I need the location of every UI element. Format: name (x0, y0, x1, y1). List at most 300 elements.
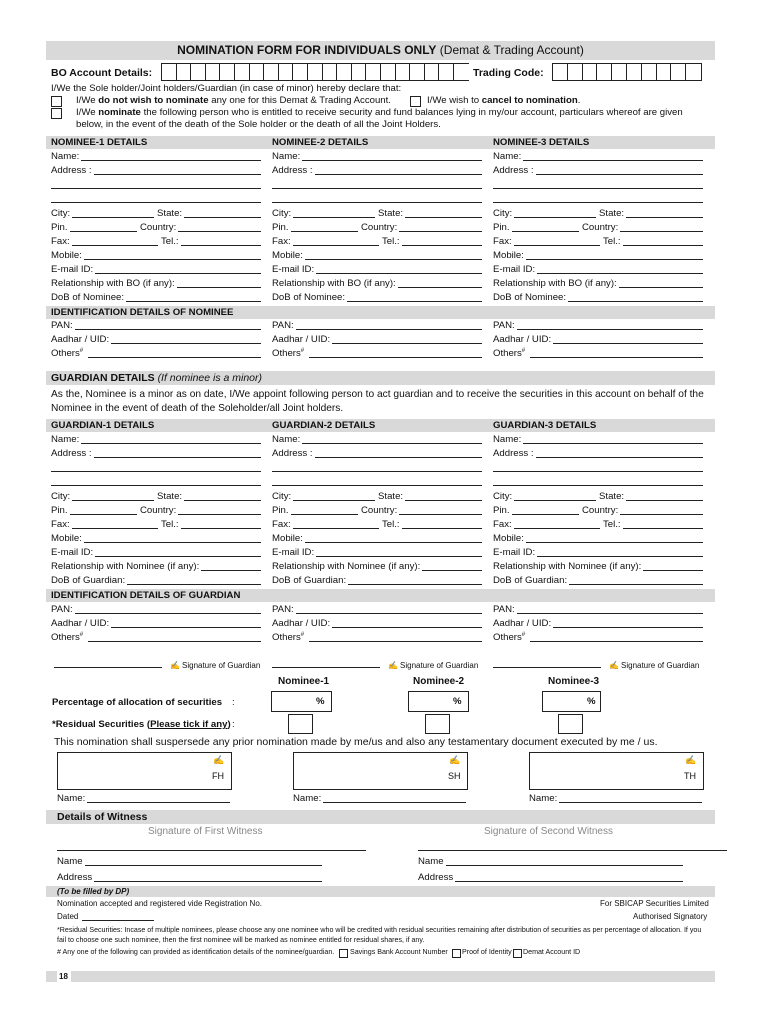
guardian-2-city-line[interactable] (293, 500, 375, 501)
guardian-3-relationship-line[interactable] (643, 570, 703, 571)
nominee-1-relationship-line[interactable] (177, 287, 261, 288)
nominee-2-city-line[interactable] (293, 217, 375, 218)
guardian-1-fax-line[interactable] (72, 528, 158, 529)
trading-box-divider (582, 63, 583, 80)
nominee-3-fax-line[interactable] (514, 245, 600, 246)
dp-note-3: # Any one of the following can provided as identification details of the nominee/guardian. (57, 948, 335, 956)
nominee-1-dob-label: DoB of Nominee: (51, 292, 125, 303)
guardian-3-email-line[interactable] (537, 556, 703, 557)
form-title: NOMINATION FORM FOR INDIVIDUALS ONLY (Demat & Trading Account) (177, 43, 584, 57)
bo-account-label: BO Account Details: (51, 67, 153, 79)
nominee-3-address-line-2[interactable] (493, 188, 703, 189)
bo-box-divider (409, 63, 410, 80)
nominee-2-others-label: Others# (272, 348, 305, 360)
guardian-2-email-line[interactable] (316, 556, 482, 557)
demat-account-checkbox[interactable] (513, 949, 522, 958)
demat-account-label: Demat Account ID (523, 948, 581, 956)
guardian-1-name-line[interactable] (81, 443, 261, 444)
residual-label: *Residual Securities (Please tick if any) (52, 719, 231, 730)
nominee-1-city-label: City: (51, 208, 71, 219)
nominee-1-address-line[interactable] (94, 174, 261, 175)
guardian-2-mobile-line[interactable] (305, 542, 482, 543)
trading-box-divider (567, 63, 568, 80)
nominee-1-fax-line[interactable] (72, 245, 158, 246)
trading-box-divider (656, 63, 657, 80)
guardian-1-aadhar-label: Aadhar / UID: (51, 618, 110, 629)
guardian-3-mobile-line[interactable] (526, 542, 703, 543)
holder-name-2-label: Name: (293, 793, 322, 804)
guardian-2-email-label: E-mail ID: (272, 547, 315, 558)
nominee-2-country-label: Country: (361, 222, 398, 233)
guardian-2-header: GUARDIAN-2 DETAILS (272, 420, 376, 431)
guardian-signature-line-3[interactable] (493, 667, 601, 668)
option-no-nominate: I/We do not wish to nominate any one for this Demat & Trading Account. (76, 95, 391, 106)
nominee-2-tel-label: Tel.: (382, 236, 400, 247)
guardian-1-others-label: Others# (51, 632, 84, 644)
bo-box-frame[interactable] (161, 63, 469, 81)
nominee-2-mobile-label: Mobile: (272, 250, 303, 261)
nominee-3-mobile-label: Mobile: (493, 250, 524, 261)
nominee-2-dob-line[interactable] (347, 301, 482, 302)
trading-code-label: Trading Code: (473, 67, 544, 79)
guardian-1-email-label: E-mail ID: (51, 547, 94, 558)
nominee-3-state-line[interactable] (626, 217, 703, 218)
dp-dated-label: Dated (57, 912, 79, 921)
nominee-3-country-label: Country: (582, 222, 619, 233)
bo-box-divider (453, 63, 454, 80)
savings-account-checkbox[interactable] (339, 949, 348, 958)
bo-box-divider (190, 63, 191, 80)
trading-box-frame[interactable] (552, 63, 702, 81)
nominee-2-header: NOMINEE-2 DETAILS (272, 137, 369, 148)
nominee-2-mobile-line[interactable] (305, 259, 482, 260)
percentage-colon: : (232, 697, 235, 708)
nominee-1-pin-label: Pin. (51, 222, 68, 233)
nominee-1-relationship-label: Relationship with BO (if any): (51, 278, 175, 289)
nominee-1-fax-label: Fax: (51, 236, 70, 247)
nominee-1-pin-line[interactable] (70, 231, 137, 232)
bo-box-divider (292, 63, 293, 80)
guardian-2-dob-label: DoB of Guardian: (272, 575, 347, 586)
residual-tick-3[interactable] (558, 714, 583, 734)
witness-2-name-label: Name (418, 856, 444, 867)
guardian-2-city-label: City: (272, 491, 292, 502)
nominate-checkbox[interactable] (51, 108, 62, 119)
supersede-text: This nomination shall suspersede any prior nomination made by me/us and also any testamentary document executed by me / us. (54, 736, 658, 748)
nominee-1-name-label: Name: (51, 151, 80, 162)
guardian-1-email-line[interactable] (95, 556, 261, 557)
guardian-2-others-label: Others# (272, 632, 305, 644)
page-number: 18 (59, 972, 68, 981)
nominee-1-city-line[interactable] (72, 217, 154, 218)
witness-2-address-line[interactable] (455, 881, 683, 882)
nominee-3-email-line[interactable] (537, 273, 703, 274)
holder-name-2-line[interactable] (323, 802, 466, 803)
nominee-3-relationship-line[interactable] (619, 287, 703, 288)
bo-box-divider (322, 63, 323, 80)
nominee-3-tel-label: Tel.: (603, 236, 621, 247)
bo-box-divider (395, 63, 396, 80)
guardian-1-name-label: Name: (51, 434, 80, 445)
proof-identity-label: Proof of Identity (462, 948, 512, 956)
guardian-3-others-line[interactable] (530, 641, 703, 642)
nominee-1-pan-line[interactable] (75, 329, 261, 330)
nominee-3-country-line[interactable] (620, 231, 703, 232)
nominee-1-address-line-3[interactable] (51, 202, 261, 203)
witness-2-name-line[interactable] (446, 865, 683, 866)
guardian-1-pin-label: Pin. (51, 505, 68, 516)
guardian-2-fax-line[interactable] (293, 528, 379, 529)
dp-authorised-signatory: Authorised Signatory (633, 912, 708, 921)
witness-header: Details of Witness (57, 811, 148, 823)
witness-1-address-line[interactable] (94, 881, 322, 882)
guardian-text-2: Nominee in the event of death of the Soleholder/all Joint holders. (51, 403, 344, 414)
holder-name-3-line[interactable] (559, 802, 702, 803)
guardian-2-pan-line[interactable] (296, 613, 482, 614)
nominee-2-state-line[interactable] (405, 217, 482, 218)
guardian-1-address-label: Address : (51, 448, 92, 459)
holder-name-1-label: Name: (57, 793, 86, 804)
nominee-1-others-line[interactable] (88, 357, 261, 358)
guardian-1-tel-line[interactable] (181, 528, 261, 529)
nominee-1-mobile-label: Mobile: (51, 250, 82, 261)
nominee-1-pan-label: PAN: (51, 320, 73, 331)
nominee-2-pin-label: Pin. (272, 222, 289, 233)
guardian-2-state-line[interactable] (405, 500, 482, 501)
hash-mark: # (300, 632, 305, 638)
nominee-1-country-label: Country: (140, 222, 177, 233)
nominee-2-relationship-line[interactable] (398, 287, 482, 288)
guardian-2-relationship-line[interactable] (422, 570, 482, 571)
guardian-signature-line-1[interactable] (54, 667, 162, 668)
holder-code-1: FH (212, 771, 224, 781)
guardian-1-relationship-label: Relationship with Nominee (if any): (51, 561, 200, 572)
nominee-3-address-label: Address : (493, 165, 534, 176)
nominee-1-email-label: E-mail ID: (51, 264, 94, 275)
guardian-2-others-line[interactable] (309, 641, 482, 642)
guardian-2-tel-line[interactable] (402, 528, 482, 529)
hash-mark: # (79, 348, 84, 354)
savings-account-label: Savings Bank Account Number (350, 948, 448, 956)
hash-mark: # (300, 348, 305, 354)
nominee-3-pin-line[interactable] (512, 231, 579, 232)
guardian-signature-line-2[interactable] (272, 667, 380, 668)
guardian-1-fax-label: Fax: (51, 519, 70, 530)
nominee-3-name-label: Name: (493, 151, 522, 162)
guardian-signature-label-3: Signature of Guardian (621, 661, 700, 670)
trading-box-divider (685, 63, 686, 80)
nominee-3-aadhar-line[interactable] (553, 343, 703, 344)
declare-text: I/We the Sole holder/Joint holders/Guardian (in case of minor) hereby declare that: (51, 83, 402, 94)
guardian-3-fax-label: Fax: (493, 519, 512, 530)
guardian-3-aadhar-label: Aadhar / UID: (493, 618, 552, 629)
guardian-1-mobile-label: Mobile: (51, 533, 82, 544)
guardian-2-aadhar-label: Aadhar / UID: (272, 618, 331, 629)
guardian-3-address-line-3[interactable] (493, 485, 703, 486)
guardian-1-aadhar-line[interactable] (111, 627, 261, 628)
nominee-3-city-label: City: (493, 208, 513, 219)
dp-note-2: fail to choose one such nominee, then the first nominee will be marked as nominee entitled for residual shares, if any. (57, 936, 425, 944)
bo-box-divider (380, 63, 381, 80)
percentage-label: Percentage of allocation of securities (52, 697, 223, 708)
guardian-1-dob-line[interactable] (127, 584, 261, 585)
option-cancel: I/We wish to cancel to nomination. (427, 95, 581, 106)
hash-mark: # (521, 632, 526, 638)
nominee-3-pan-line[interactable] (517, 329, 703, 330)
guardian-3-city-label: City: (493, 491, 513, 502)
guardian-3-email-label: E-mail ID: (493, 547, 536, 558)
nominee-1-col-label: Nominee-1 (278, 676, 330, 687)
guardian-3-relationship-label: Relationship with Nominee (if any): (493, 561, 642, 572)
nominee-3-dob-label: DoB of Nominee: (493, 292, 567, 303)
nominee-1-tel-line[interactable] (181, 245, 261, 246)
guardian-1-country-line[interactable] (178, 514, 261, 515)
residual-colon: : (232, 719, 235, 730)
guardian-1-address-line-2[interactable] (51, 471, 261, 472)
pen-icon: ✍ (170, 661, 180, 670)
nominee-3-aadhar-label: Aadhar / UID: (493, 334, 552, 345)
nominee-2-others-line[interactable] (309, 357, 482, 358)
nominee-3-state-label: State: (599, 208, 625, 219)
nominee-2-address-label: Address : (272, 165, 313, 176)
nominee-2-state-label: State: (378, 208, 404, 219)
guardian-1-pan-label: PAN: (51, 604, 73, 615)
percent-sign-1: % (316, 696, 325, 707)
nominee-3-city-line[interactable] (514, 217, 596, 218)
witness-2-signature-line[interactable] (418, 850, 727, 851)
guardian-3-pin-label: Pin. (493, 505, 510, 516)
holder-name-3-label: Name: (529, 793, 558, 804)
witness-1-name-line[interactable] (85, 865, 322, 866)
nominee-2-aadhar-line[interactable] (332, 343, 482, 344)
guardian-1-city-label: City: (51, 491, 71, 502)
nominee-2-email-line[interactable] (316, 273, 482, 274)
pen-icon: ✍ (213, 755, 225, 765)
dp-for-company: For SBICAP Securities Limited (600, 899, 709, 908)
nominee-2-email-label: E-mail ID: (272, 264, 315, 275)
guardian-3-country-label: Country: (582, 505, 619, 516)
guardian-2-state-label: State: (378, 491, 404, 502)
holder-code-2: SH (448, 771, 461, 781)
pen-icon: ✍ (449, 755, 461, 765)
nominee-3-pin-label: Pin. (493, 222, 510, 233)
bo-box-divider (365, 63, 366, 80)
cancel-nomination-checkbox[interactable] (410, 96, 421, 107)
nominee-3-relationship-label: Relationship with BO (if any): (493, 278, 617, 289)
bo-box-divider (176, 63, 177, 80)
guardian-1-mobile-line[interactable] (84, 542, 261, 543)
guardian-3-pin-line[interactable] (512, 514, 579, 515)
guardian-1-pan-line[interactable] (75, 613, 261, 614)
percent-sign-3: % (587, 696, 596, 707)
bo-box-divider (219, 63, 220, 80)
guardian-2-pin-label: Pin. (272, 505, 289, 516)
nominee-3-others-line[interactable] (530, 357, 703, 358)
guardian-3-address-line[interactable] (536, 457, 703, 458)
holder-signature-box-2[interactable] (293, 752, 468, 790)
guardian-3-pan-line[interactable] (517, 613, 703, 614)
trading-box-divider (596, 63, 597, 80)
guardian-1-city-line[interactable] (72, 500, 154, 501)
guardian-3-header: GUARDIAN-3 DETAILS (493, 420, 597, 431)
bo-box-divider (336, 63, 337, 80)
nominee-2-pan-line[interactable] (296, 329, 482, 330)
nominee-1-email-line[interactable] (95, 273, 261, 274)
nominee-1-state-label: State: (157, 208, 183, 219)
guardian-3-aadhar-line[interactable] (553, 627, 703, 628)
guardian-2-name-line[interactable] (302, 443, 482, 444)
nominee-3-mobile-line[interactable] (526, 259, 703, 260)
guardian-1-header: GUARDIAN-1 DETAILS (51, 420, 155, 431)
guardian-1-address-line[interactable] (94, 457, 261, 458)
nominee-1-name-line[interactable] (81, 160, 261, 161)
guardian-2-address-label: Address : (272, 448, 313, 459)
guardian-2-country-line[interactable] (399, 514, 482, 515)
guardian-2-address-line[interactable] (315, 457, 482, 458)
guardian-1-country-label: Country: (140, 505, 177, 516)
guardian-1-state-label: State: (157, 491, 183, 502)
guardian-3-address-label: Address : (493, 448, 534, 459)
witness-1-address-label: Address (57, 872, 93, 883)
guardian-2-mobile-label: Mobile: (272, 533, 303, 544)
witness-1-signature-line[interactable] (57, 850, 366, 851)
nominee-2-fax-line[interactable] (293, 245, 379, 246)
holder-signature-box-3[interactable] (529, 752, 704, 790)
nominee-1-country-line[interactable] (178, 231, 261, 232)
guardian-2-aadhar-line[interactable] (332, 627, 482, 628)
guardian-3-name-line[interactable] (523, 443, 703, 444)
bo-box-divider (424, 63, 425, 80)
guardian-3-tel-line[interactable] (623, 528, 703, 529)
nominee-1-aadhar-label: Aadhar / UID: (51, 334, 110, 345)
bo-box-divider (307, 63, 308, 80)
first-witness-label: Signature of First Witness (148, 826, 263, 837)
guardian-2-pan-label: PAN: (272, 604, 294, 615)
guardian-header: GUARDIAN DETAILS (If nominee is a minor) (51, 372, 263, 384)
nominee-3-address-line[interactable] (536, 174, 703, 175)
guardian-3-mobile-label: Mobile: (493, 533, 524, 544)
pen-icon: ✍ (388, 661, 398, 670)
guardian-1-pin-line[interactable] (70, 514, 137, 515)
trading-box-divider (641, 63, 642, 80)
nominee-3-name-line[interactable] (523, 160, 703, 161)
bo-box-divider (205, 63, 206, 80)
nominee-2-aadhar-label: Aadhar / UID: (272, 334, 331, 345)
nominee-2-col-label: Nominee-2 (413, 676, 465, 687)
nominee-2-pin-line[interactable] (291, 231, 358, 232)
bo-box-divider (234, 63, 235, 80)
nominee-2-address-line[interactable] (315, 174, 482, 175)
guardian-3-city-line[interactable] (514, 500, 596, 501)
guardian-3-country-line[interactable] (620, 514, 703, 515)
nominee-1-tel-label: Tel.: (161, 236, 179, 247)
guardian-2-address-line-3[interactable] (272, 485, 482, 486)
nominee-2-address-line-2[interactable] (272, 188, 482, 189)
nominee-2-name-line[interactable] (302, 160, 482, 161)
pen-icon: ✍ (685, 755, 697, 765)
guardian-2-pin-line[interactable] (291, 514, 358, 515)
second-witness-label: Signature of Second Witness (484, 826, 613, 837)
guardian-1-tel-label: Tel.: (161, 519, 179, 530)
guardian-3-name-label: Name: (493, 434, 522, 445)
dp-dated-line[interactable] (82, 920, 154, 921)
guardian-3-dob-label: DoB of Guardian: (493, 575, 568, 586)
nominee-3-address-line-3[interactable] (493, 202, 703, 203)
nominee-1-address-line-2[interactable] (51, 188, 261, 189)
bo-box-divider (278, 63, 279, 80)
guardian-1-state-line[interactable] (184, 500, 261, 501)
guardian-1-dob-label: DoB of Guardian: (51, 575, 126, 586)
nominee-1-state-line[interactable] (184, 217, 261, 218)
nominee-1-dob-line[interactable] (126, 301, 261, 302)
guardian-3-pan-label: PAN: (493, 604, 515, 615)
nominee-2-pan-label: PAN: (272, 320, 294, 331)
guardian-1-relationship-line[interactable] (201, 570, 261, 571)
nominee-3-fax-label: Fax: (493, 236, 512, 247)
percent-sign-2: % (453, 696, 462, 707)
nominee-1-header: NOMINEE-1 DETAILS (51, 137, 148, 148)
guardian-1-others-line[interactable] (88, 641, 261, 642)
guardian-text-1: As the, Nominee is a minor as on date, I/We appoint following person to act guardian and to receive the securities in this account on behalf of the (51, 389, 704, 400)
nominee-3-others-label: Others# (493, 348, 526, 360)
guardian-3-state-label: State: (599, 491, 625, 502)
guardian-2-address-line-2[interactable] (272, 471, 482, 472)
nominee-2-dob-label: DoB of Nominee: (272, 292, 346, 303)
nominee-2-city-label: City: (272, 208, 292, 219)
holder-code-3: TH (684, 771, 696, 781)
guardian-2-dob-line[interactable] (348, 584, 482, 585)
nominee-3-tel-line[interactable] (623, 245, 703, 246)
guardian-2-fax-label: Fax: (272, 519, 291, 530)
bo-box-divider (249, 63, 250, 80)
no-nominate-checkbox[interactable] (51, 96, 62, 107)
guardian-3-fax-line[interactable] (514, 528, 600, 529)
guardian-2-country-label: Country: (361, 505, 398, 516)
id-nominee-header: IDENTIFICATION DETAILS OF NOMINEE (51, 307, 234, 318)
hash-mark: # (79, 632, 84, 638)
nominee-1-aadhar-line[interactable] (111, 343, 261, 344)
guardian-3-state-line[interactable] (626, 500, 703, 501)
guardian-2-relationship-label: Relationship with Nominee (if any): (272, 561, 421, 572)
guardian-3-dob-line[interactable] (569, 584, 703, 585)
dp-header: (To be filled by DP) (57, 887, 130, 896)
trading-box-divider (626, 63, 627, 80)
nominee-1-address-label: Address : (51, 165, 92, 176)
residual-tick-1[interactable] (288, 714, 313, 734)
trading-box-divider (670, 63, 671, 80)
nominee-2-address-line-3[interactable] (272, 202, 482, 203)
nominee-1-mobile-line[interactable] (84, 259, 261, 260)
residual-tick-2[interactable] (425, 714, 450, 734)
witness-2-address-label: Address (418, 872, 454, 883)
guardian-signature-label-1: Signature of Guardian (182, 661, 261, 670)
nominee-3-dob-line[interactable] (568, 301, 703, 302)
holder-name-1-line[interactable] (87, 802, 230, 803)
nominee-3-pan-label: PAN: (493, 320, 515, 331)
trading-box-divider (611, 63, 612, 80)
bo-box-divider (438, 63, 439, 80)
proof-identity-checkbox[interactable] (452, 949, 461, 958)
nominee-2-country-line[interactable] (399, 231, 482, 232)
guardian-3-address-line-2[interactable] (493, 471, 703, 472)
nominee-2-tel-line[interactable] (402, 245, 482, 246)
guardian-signature-label-2: Signature of Guardian (400, 661, 479, 670)
pen-icon: ✍ (609, 661, 619, 670)
holder-signature-box-1[interactable] (57, 752, 232, 790)
guardian-1-address-line-3[interactable] (51, 485, 261, 486)
guardian-2-name-label: Name: (272, 434, 301, 445)
guardian-3-tel-label: Tel.: (603, 519, 621, 530)
